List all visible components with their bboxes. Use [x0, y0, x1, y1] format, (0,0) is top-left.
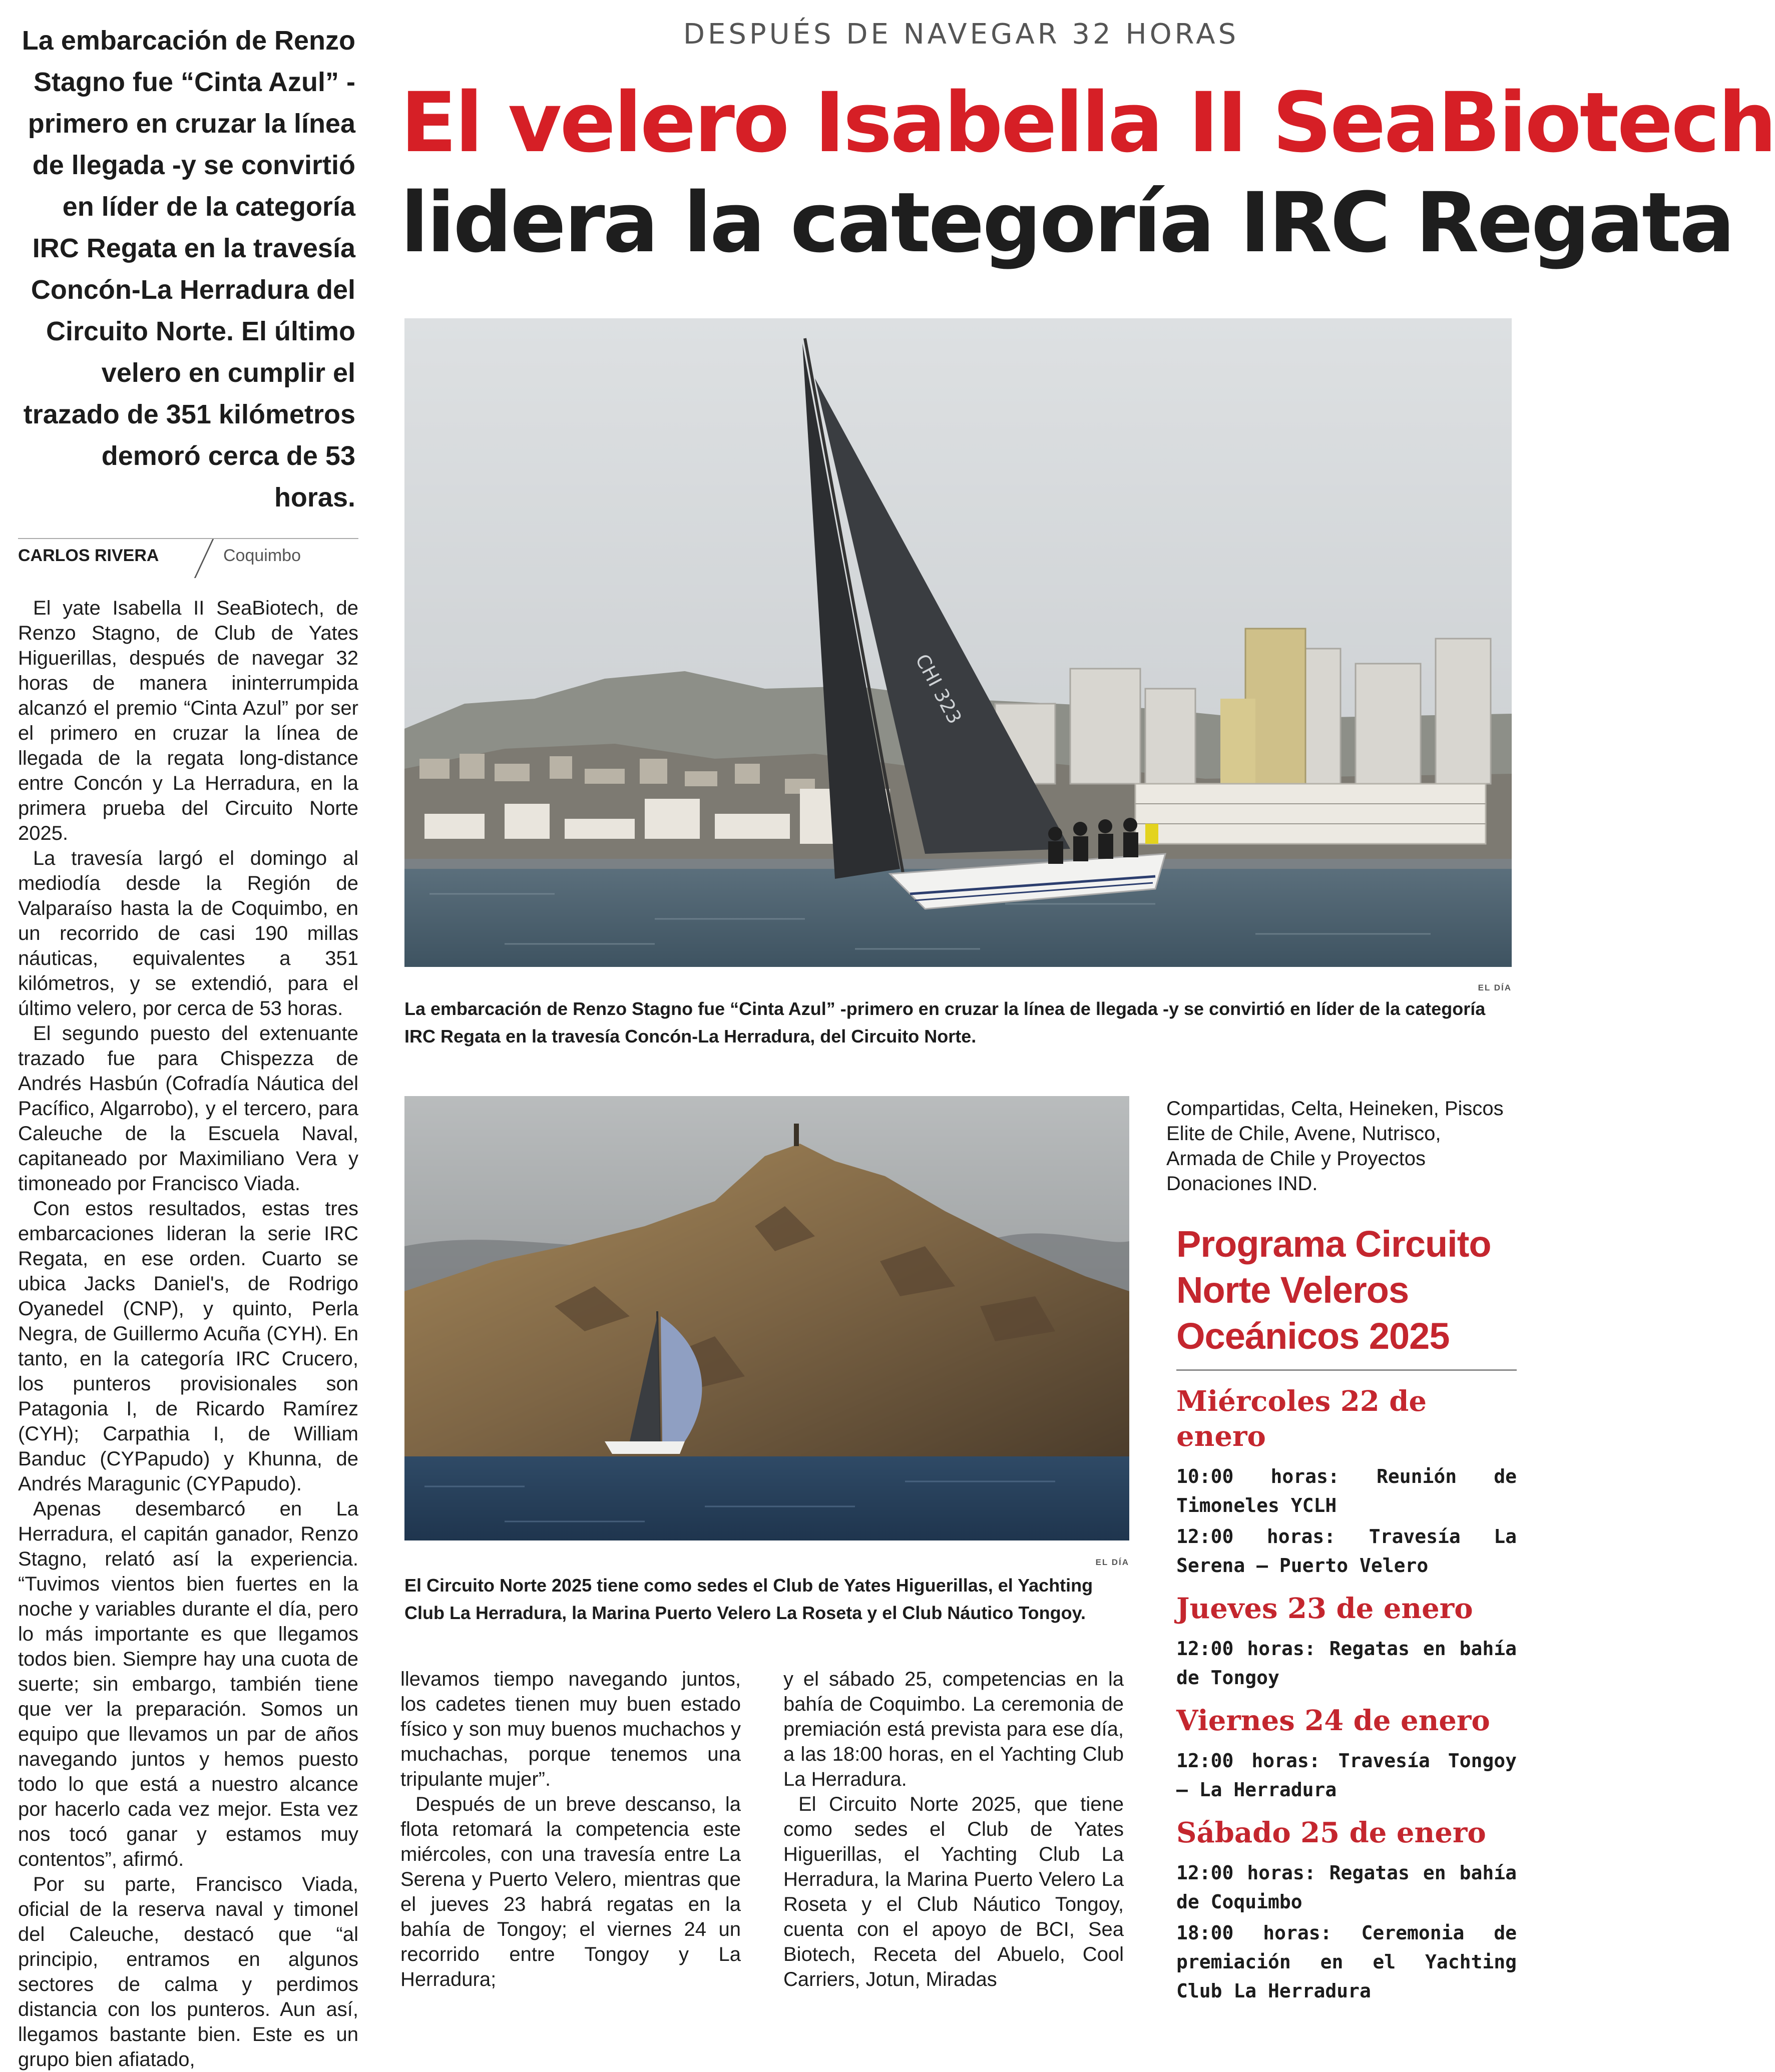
program-event: 10:00 horas: Reunión de Timoneles YCLH — [1176, 1465, 1517, 1516]
body-column-3 — [783, 1667, 1124, 1990]
program-event: 12:00 horas: Travesía La Serena – Puerto Velero — [1176, 1525, 1517, 1577]
body-paragraph: Después de un breve descanso, la flota retomará la competencia este miércoles, con una travesía entre La Serena y Puerto Velero, mientras que el jueves 23 habrá regatas en la bahía de Tongoy; el viernes 24 un recorrido entre Tongoy y La Herradura; — [400, 1793, 741, 1990]
body-paragraph: Por su parte, Francisco Viada, oficial de la reserva naval y timonel del Caleuche, destacó que “al principio, entramos en algunos sectores de calma y perdimos distancia con los punteros. Aun así, llegamos bastante bien. Este es un grupo bien afiatado, — [18, 1873, 358, 2070]
program-day-title: Jueves 23 de enero — [1176, 1592, 1473, 1625]
byline-author: CARLOS RIVERA — [18, 546, 159, 565]
body-paragraph: El segundo puesto del extenuante trazado fue para Chispezza de Andrés Hasbún (Cofradía Náutica del Pacífico, Algarrobo), y el tercero, para Caleuche de la Escuela Naval, capitaneado por Maximiliano Vera y timoneado por Francisco Viada. — [18, 1022, 358, 1195]
byline-location: Coquimbo — [223, 546, 301, 565]
body-paragraph: llevamos tiempo navegando juntos, los cadetes tienen muy buen estado físico y son muy buenos muchachos y muchachas, porque tenemos una tripulante mujer”. — [400, 1668, 741, 1790]
photo-credit-second: EL DÍA — [1095, 1558, 1129, 1567]
body-column-2 — [400, 1667, 741, 1990]
photo-caption-second: El Circuito Norte 2025 tiene como sedes el Club de Yates Higuerillas, el Yachting Club La Herradura, la Marina Puerto Velero La Roseta y el Club Náutico Tongoy. — [404, 1575, 1093, 1623]
program-day — [1176, 1591, 1517, 1692]
body-column-1 — [18, 596, 358, 2070]
byline — [18, 538, 358, 573]
program-day-title: Sábado 25 de enero — [1176, 1816, 1486, 1849]
program-day-title: Viernes 24 de enero — [1176, 1704, 1490, 1737]
headline-line-2: lidera la categoría IRC Regata — [400, 175, 1733, 271]
body-paragraph: Apenas desembarcó en La Herradura, el capitán ganador, Renzo Stagno, relató así la experiencia. “Tuvimos vientos bien fuertes en la noche y variables durante el día, pero lo más importante es que llegamos todos bien. Siempre hay una cuota de suerte; sin embargo, también tiene que ver la preparación. Somos un equipo que llevamos un par de años navegando juntos y hemos puesto todo lo que está a nuestro alcance por hacerlo cada vez mejor. Esta vez nos tocó ganar y estamos muy contentos”, afirmó. — [18, 1498, 358, 1870]
main-photo-sailboat — [404, 318, 1512, 967]
byline-divider — [194, 539, 214, 578]
program-day — [1176, 1815, 1517, 2005]
program-event: 12:00 horas: Travesía Tongoy – La Herradura — [1176, 1750, 1517, 1801]
program-day — [1176, 1703, 1517, 1804]
headline-line-1: El velero Isabella II SeaBiotech — [400, 75, 1775, 171]
hull-number: CHI 323 — [911, 650, 966, 728]
body-paragraph: La travesía largó el domingo al mediodía desde la Región de Valparaíso hasta la de Coquimbo, en un recorrido de casi 190 millas náuticas, equivalentes a 351 kilómetros, y se extendió, para el último velero, por cerca de 53 horas. — [18, 847, 358, 1019]
program-box — [1176, 1221, 1517, 2016]
program-title: Programa Circuito Norte Veleros Oceánicos 2025 — [1176, 1223, 1491, 1357]
program-day — [1176, 1384, 1517, 1580]
body-paragraph: Compartidas, Celta, Heineken, Piscos Elite de Chile, Avene, Nutrisco, Armada de Chile y Proyectos Donaciones IND. — [1166, 1098, 1504, 1195]
lead-paragraph: La embarcación de Renzo Stagno fue “Cinta Azul” -primero en cruzar la línea de llegada -y se convirtió en líder de la categoría IRC Regata en la travesía Concón-La Herradura del Circuito Norte. El último velero en cumplir el trazado de 351 kilómetros demoró cerca de 53 horas. — [22, 26, 355, 512]
second-photo-rocky-coast — [404, 1096, 1129, 1540]
kicker: DESPUÉS DE NAVEGAR 32 HORAS — [683, 18, 1239, 51]
program-event: 12:00 horas: Regatas en bahía de Tongoy — [1176, 1638, 1517, 1689]
body-column-4 — [1166, 1096, 1512, 1196]
program-day-title: Miércoles 22 de enero — [1176, 1385, 1427, 1453]
program-event: 18:00 horas: Ceremonia de premiación en el Yachting Club La Herradura — [1176, 1922, 1517, 2002]
body-paragraph: y el sábado 25, competencias en la bahía de Coquimbo. La ceremonia de premiación está prevista para ese día, a las 18:00 horas, en el Yachting Club La Herradura. — [783, 1668, 1124, 1790]
body-paragraph: El yate Isabella II SeaBiotech, de Renzo Stagno, de Club de Yates Higuerillas, después de navegar 32 horas de manera ininterrumpida alcanzó el premio “Cinta Azul” por ser el primero en cruzar la línea de llegada de la regata long-distance entre Concón y La Herradura, en la primera prueba del Circuito Norte 2025. — [18, 597, 358, 844]
program-divider — [1176, 1369, 1517, 1371]
body-paragraph: El Circuito Norte 2025, que tiene como sedes el Club de Yates Higuerillas, el Yachting Club La Herradura, la Marina Puerto Velero La Roseta y el Club Náutico Tongoy, cuenta con el apoyo de BCI, Sea Biotech, Receta del Abuelo, Cool Carriers, Jotun, Miradas — [783, 1793, 1124, 1990]
photo-caption-main: La embarcación de Renzo Stagno fue “Cinta Azul” -primero en cruzar la línea de llegada -y se convirtió en líder de la categoría IRC Regata en la travesía Concón-La Herradura, del Circuito Norte. — [404, 998, 1486, 1047]
photo-credit-main: EL DÍA — [1478, 983, 1512, 992]
body-paragraph: Con estos resultados, estas tres embarcaciones lideran la serie IRC Regata, en ese orden. Cuarto se ubica Jacks Daniel's, de Rodrigo Oyanedel (CNP), y quinto, Perla Negra, de Guillermo Acuña (CYH). En tanto, en la categoría IRC Crucero, los punteros provisionales son Patagonia I, de Ricardo Ramírez (CYH); Carpathia I, de William Banduc (CYPapudo) y Khunna, de Andrés Maragunic (CYPapudo). — [18, 1198, 358, 1495]
program-event: 12:00 horas: Regatas en bahía de Coquimbo — [1176, 1862, 1517, 1913]
